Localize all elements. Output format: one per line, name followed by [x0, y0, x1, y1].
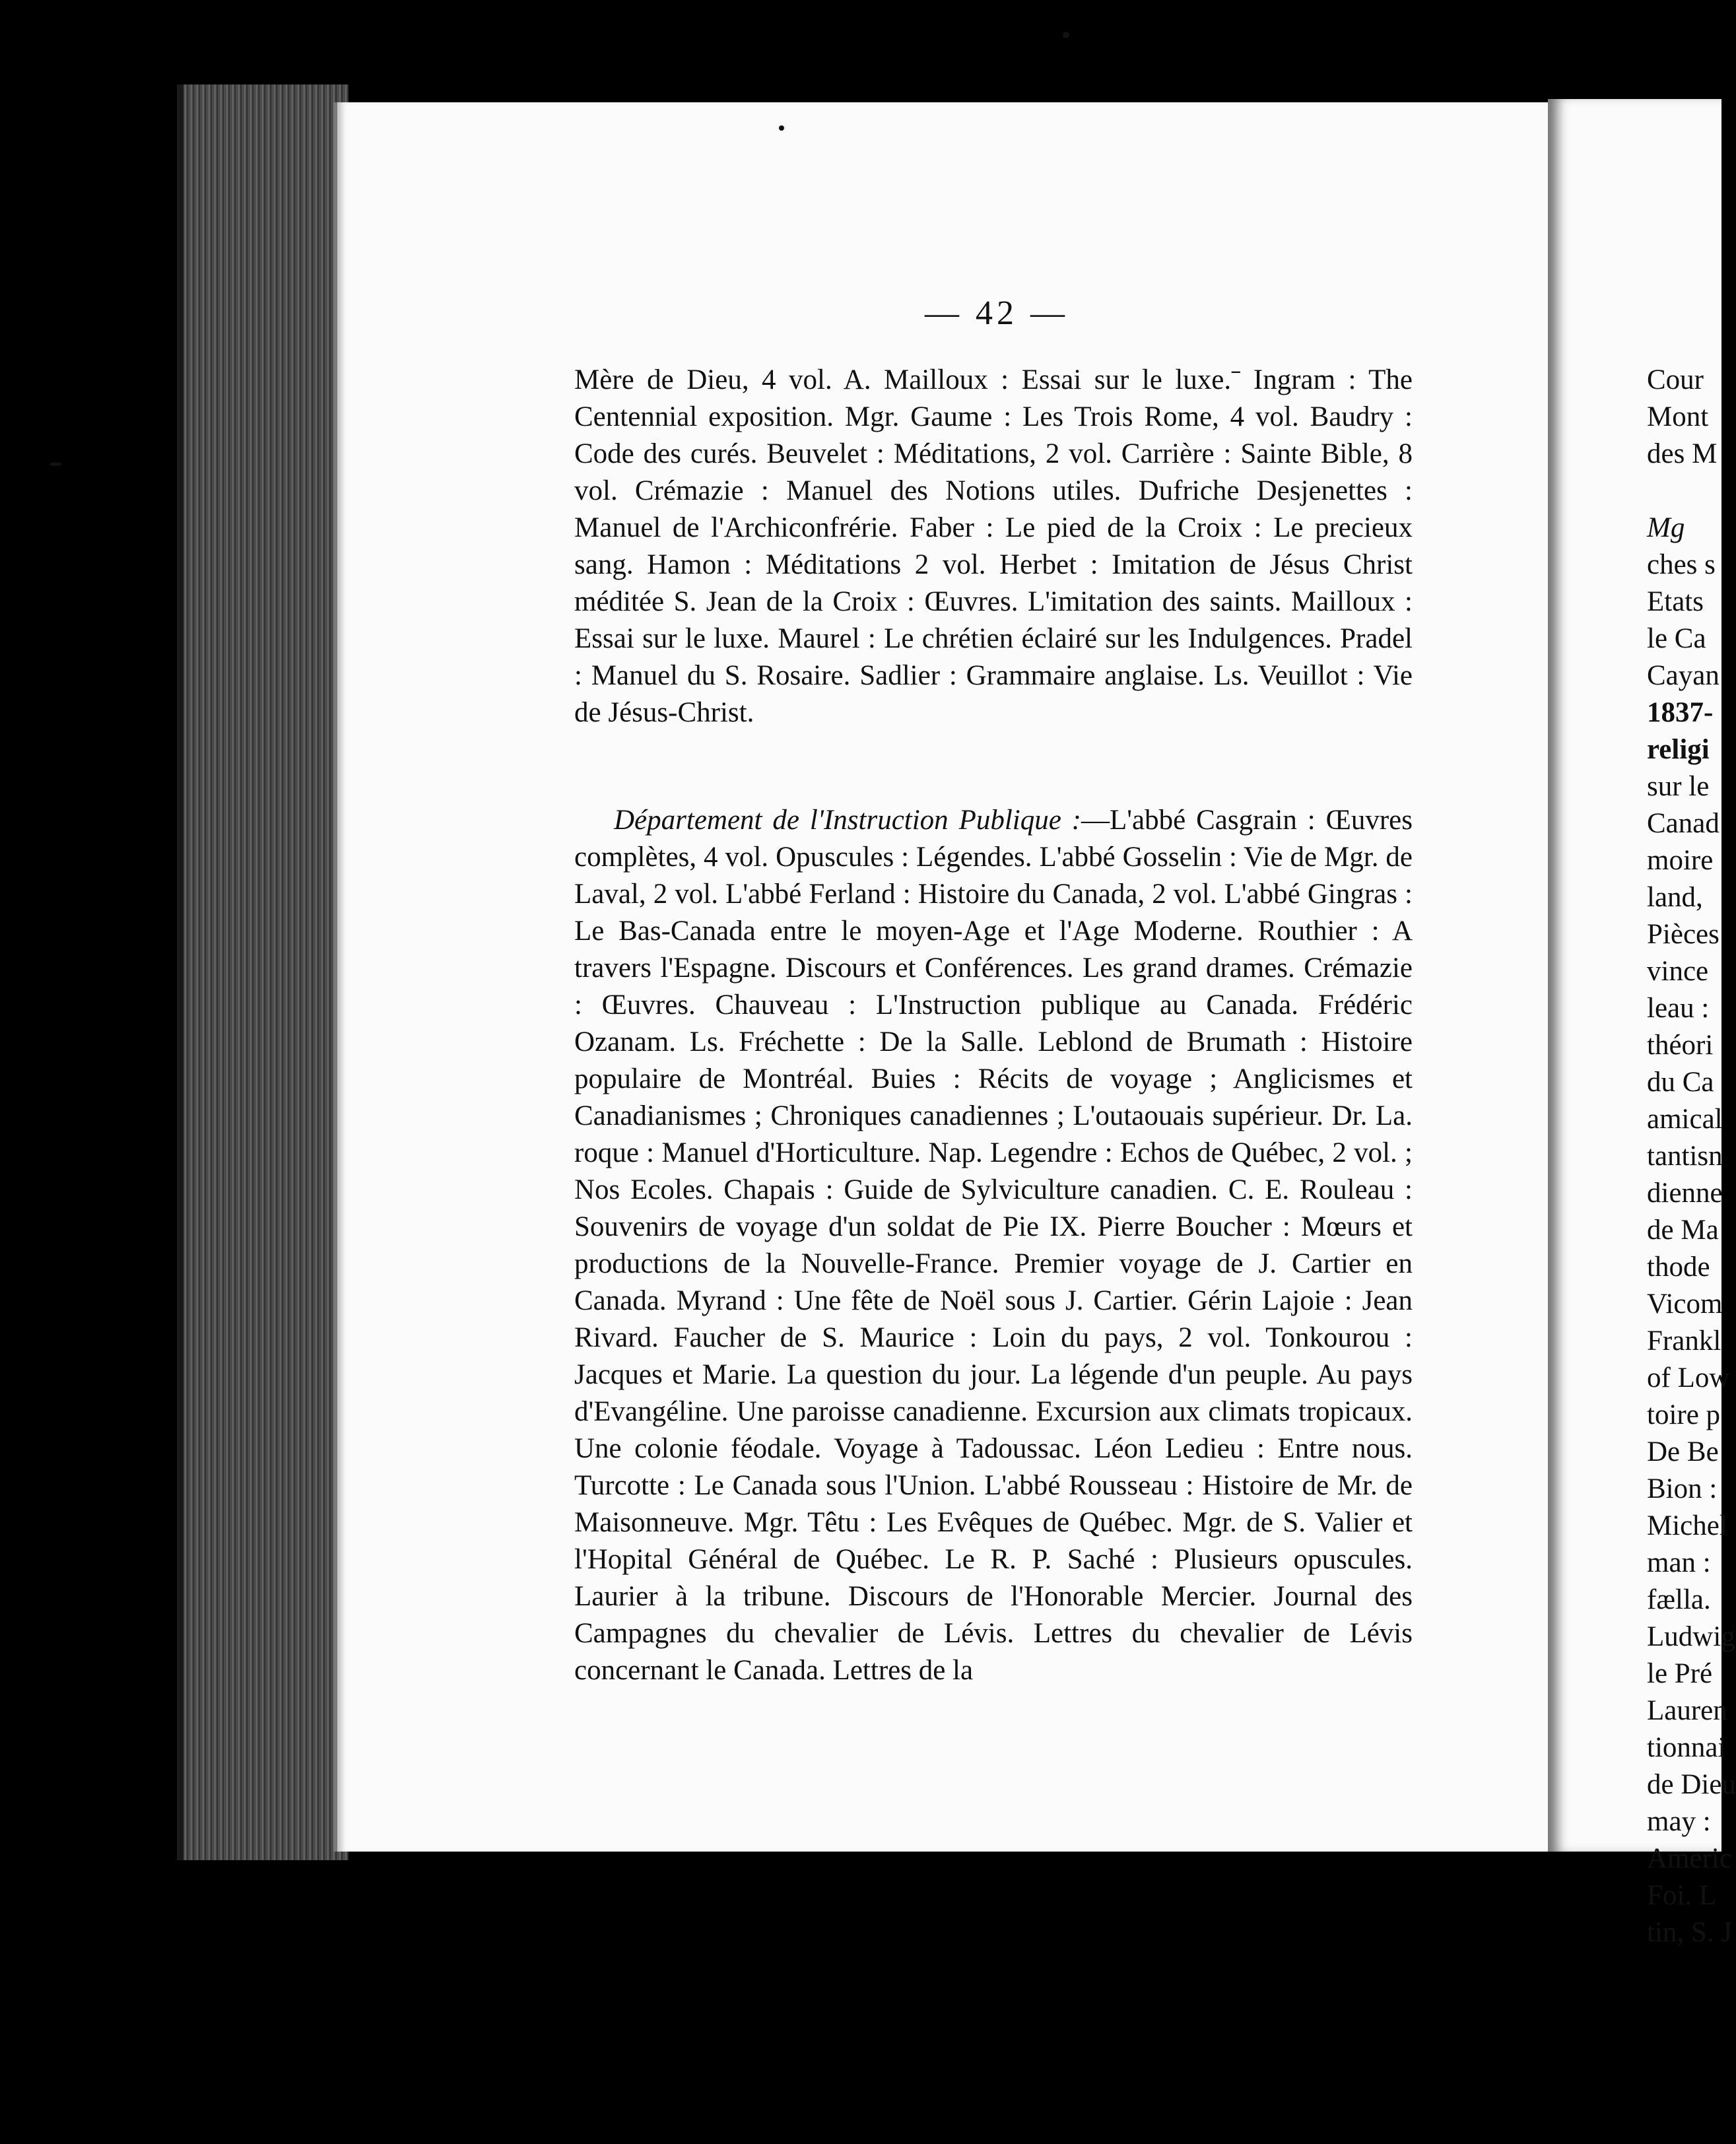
book-page-edges	[177, 84, 349, 1860]
right-page-line: le Ca	[1647, 623, 1706, 654]
right-page-line: Foi. L	[1647, 1880, 1717, 1911]
page-number: — 42 —	[925, 294, 1069, 332]
right-page-line: vince	[1647, 956, 1709, 987]
right-page-line: Cayan	[1647, 660, 1719, 691]
right-page-line: leau :	[1647, 993, 1710, 1024]
right-page-line: Frankl	[1647, 1325, 1721, 1357]
right-page-line: toire p	[1647, 1399, 1721, 1430]
right-page-line: Canad	[1647, 808, 1719, 839]
right-page-line: De Be	[1647, 1436, 1719, 1467]
right-page-line: Cour	[1647, 364, 1704, 395]
right-page-line: du Ca	[1647, 1067, 1714, 1098]
right-page-line: dienne	[1647, 1178, 1723, 1209]
right-page-line: Lauren	[1647, 1695, 1727, 1726]
right-page-line: tantisn	[1647, 1141, 1723, 1172]
right-page-line: religi	[1647, 734, 1710, 765]
right-page-line: le Pré	[1647, 1658, 1713, 1689]
right-page-line: sur le	[1647, 771, 1710, 802]
right-page-line: may :	[1647, 1806, 1711, 1837]
right-page-line: Pièces	[1647, 919, 1719, 950]
right-page-line: Mont	[1647, 401, 1709, 432]
right-page-line: thode	[1647, 1252, 1710, 1283]
paragraph-book-list: Mère de Dieu, 4 vol. A. Mailloux : Essai sur le luxe.ˉ Ingram : The Centennial exposition. Mgr. Gaume : Les Trois Rome, 4 vol. Baudry : Code des curés. Beuvelet : Méditations, 2 vol. Carrière : Sainte Bible, 8 vol. Crémazie : Manuel des Notions utiles. Dufriche Desjenettes : Manuel de l'Archiconfrérie. Faber : Le pied de la Croix : Le precieux sang. Hamon : Méditations 2 vol. Herbet : Imitation de Jésus Christ méditée S. Jean de la Croix : Œuvres. L'imitation des saints. Mailloux : Essai sur le luxe. Maurel : Le chrétien éclairé sur les Indulgences. Pradel : Manuel du S. Rosaire. Sadlier : Grammaire anglaise. Ls. Veuillot : Vie de Jésus-Christ.	[574, 364, 1413, 728]
paragraph-body: —L'abbé Casgrain : Œuvres complètes, 4 vol. Opuscules : Légendes. L'abbé Gosselin : Vie de Mgr. de Laval, 2 vol. L'abbé Ferland : Histoire du Canada, 2 vol. L'abbé Gingras : Le Bas-Canada entre le moyen-Age et l'Age Moderne. Routhier : A travers l'Espagne. Discours et Conférences. Les grand drames. Crémazie : Œuvres. Chauveau : L'Instruction publique au Canada. Frédéric Ozanam. Ls. Fréchette : De la Salle. Leblond de Brumath : Histoire populaire de Montréal. Buies : Récits de voyage ; Anglicismes et Canadianismes ; Chroniques canadiennes ; L'outaouais supérieur. Dr. La. roque : Manuel d'Horticulture. Nap. Legendre : Echos de Québec, 2 vol. ; Nos Ecoles. Chapais : Guide de Sylviculture canadien. C. E. Rouleau : Souvenirs de voyage d'un soldat de Pie IX. Pierre Boucher : Mœurs et productions de la Nouvelle-France. Premier voyage de J. Cartier en Canada. Myrand : Une fête de Noël sous J. Cartier. Gérin Lajoie : Jean Rivard. Faucher de S. Maurice : Loin du pays, 2 vol. Tonkourou : Jacques et Marie. La question du jour. La légende d'un peuple. Au pays d'Evangéline. Une paroisse canadienne. Excursion aux climats tropicaux. Une colonie féodale. Voyage à Tadoussac. Léon Ledieu : Entre nous. Turcotte : Le Canada sous l'Union. L'abbé Rousseau : Histoire de Mr. de Maisonneuve. Mgr. Têtu : Les Evêques de Québec. Mgr. de S. Valier et l'Hopital Général de Québec. Le R. P. Saché : Plusieurs opuscules. Laurier à la tribune. Discours de l'Honorable Mercier. Journal des Campagnes du chevalier de Lévis. Lettres du chevalier de Lévis concernant le Canada. Lettres de la	[574, 805, 1413, 1686]
right-page-line: amical	[1647, 1104, 1723, 1135]
right-page-line: Vicom	[1647, 1289, 1723, 1320]
right-page-line: Michel	[1647, 1510, 1727, 1541]
right-page-line: man :	[1647, 1547, 1711, 1578]
right-page-line: of Low	[1647, 1362, 1730, 1393]
right-page-line: fælla.	[1647, 1584, 1711, 1615]
right-page-line: land,	[1647, 882, 1703, 913]
paragraph-heading: Département de l'Instruction Publique :	[614, 805, 1082, 836]
right-page-line: tionnai	[1647, 1732, 1726, 1763]
right-page-text-fragments	[1647, 362, 1736, 1951]
right-page-line: tin, S. J	[1647, 1917, 1733, 1948]
right-page-line: des M	[1647, 438, 1718, 469]
right-page-line: théori	[1647, 1030, 1714, 1061]
right-page-line: de Dieu	[1647, 1769, 1736, 1800]
scan-speck	[1063, 32, 1069, 38]
paragraph-instruction-publique	[574, 802, 1413, 1689]
right-page-line: Bion :	[1647, 1473, 1718, 1504]
right-page-line: de Ma	[1647, 1215, 1719, 1246]
right-page-line: moire	[1647, 845, 1714, 876]
scan-speck	[779, 125, 784, 131]
right-page-line: Etats	[1647, 586, 1704, 617]
right-page-line: ches s	[1647, 549, 1716, 580]
right-page-line: Americ	[1647, 1843, 1732, 1874]
scan-speck	[50, 462, 61, 466]
right-page-line: 1837-	[1647, 697, 1714, 728]
right-page-line: Mg	[1647, 512, 1685, 543]
right-page-line: Ludwig	[1647, 1621, 1735, 1652]
right-page-line	[1647, 473, 1721, 510]
